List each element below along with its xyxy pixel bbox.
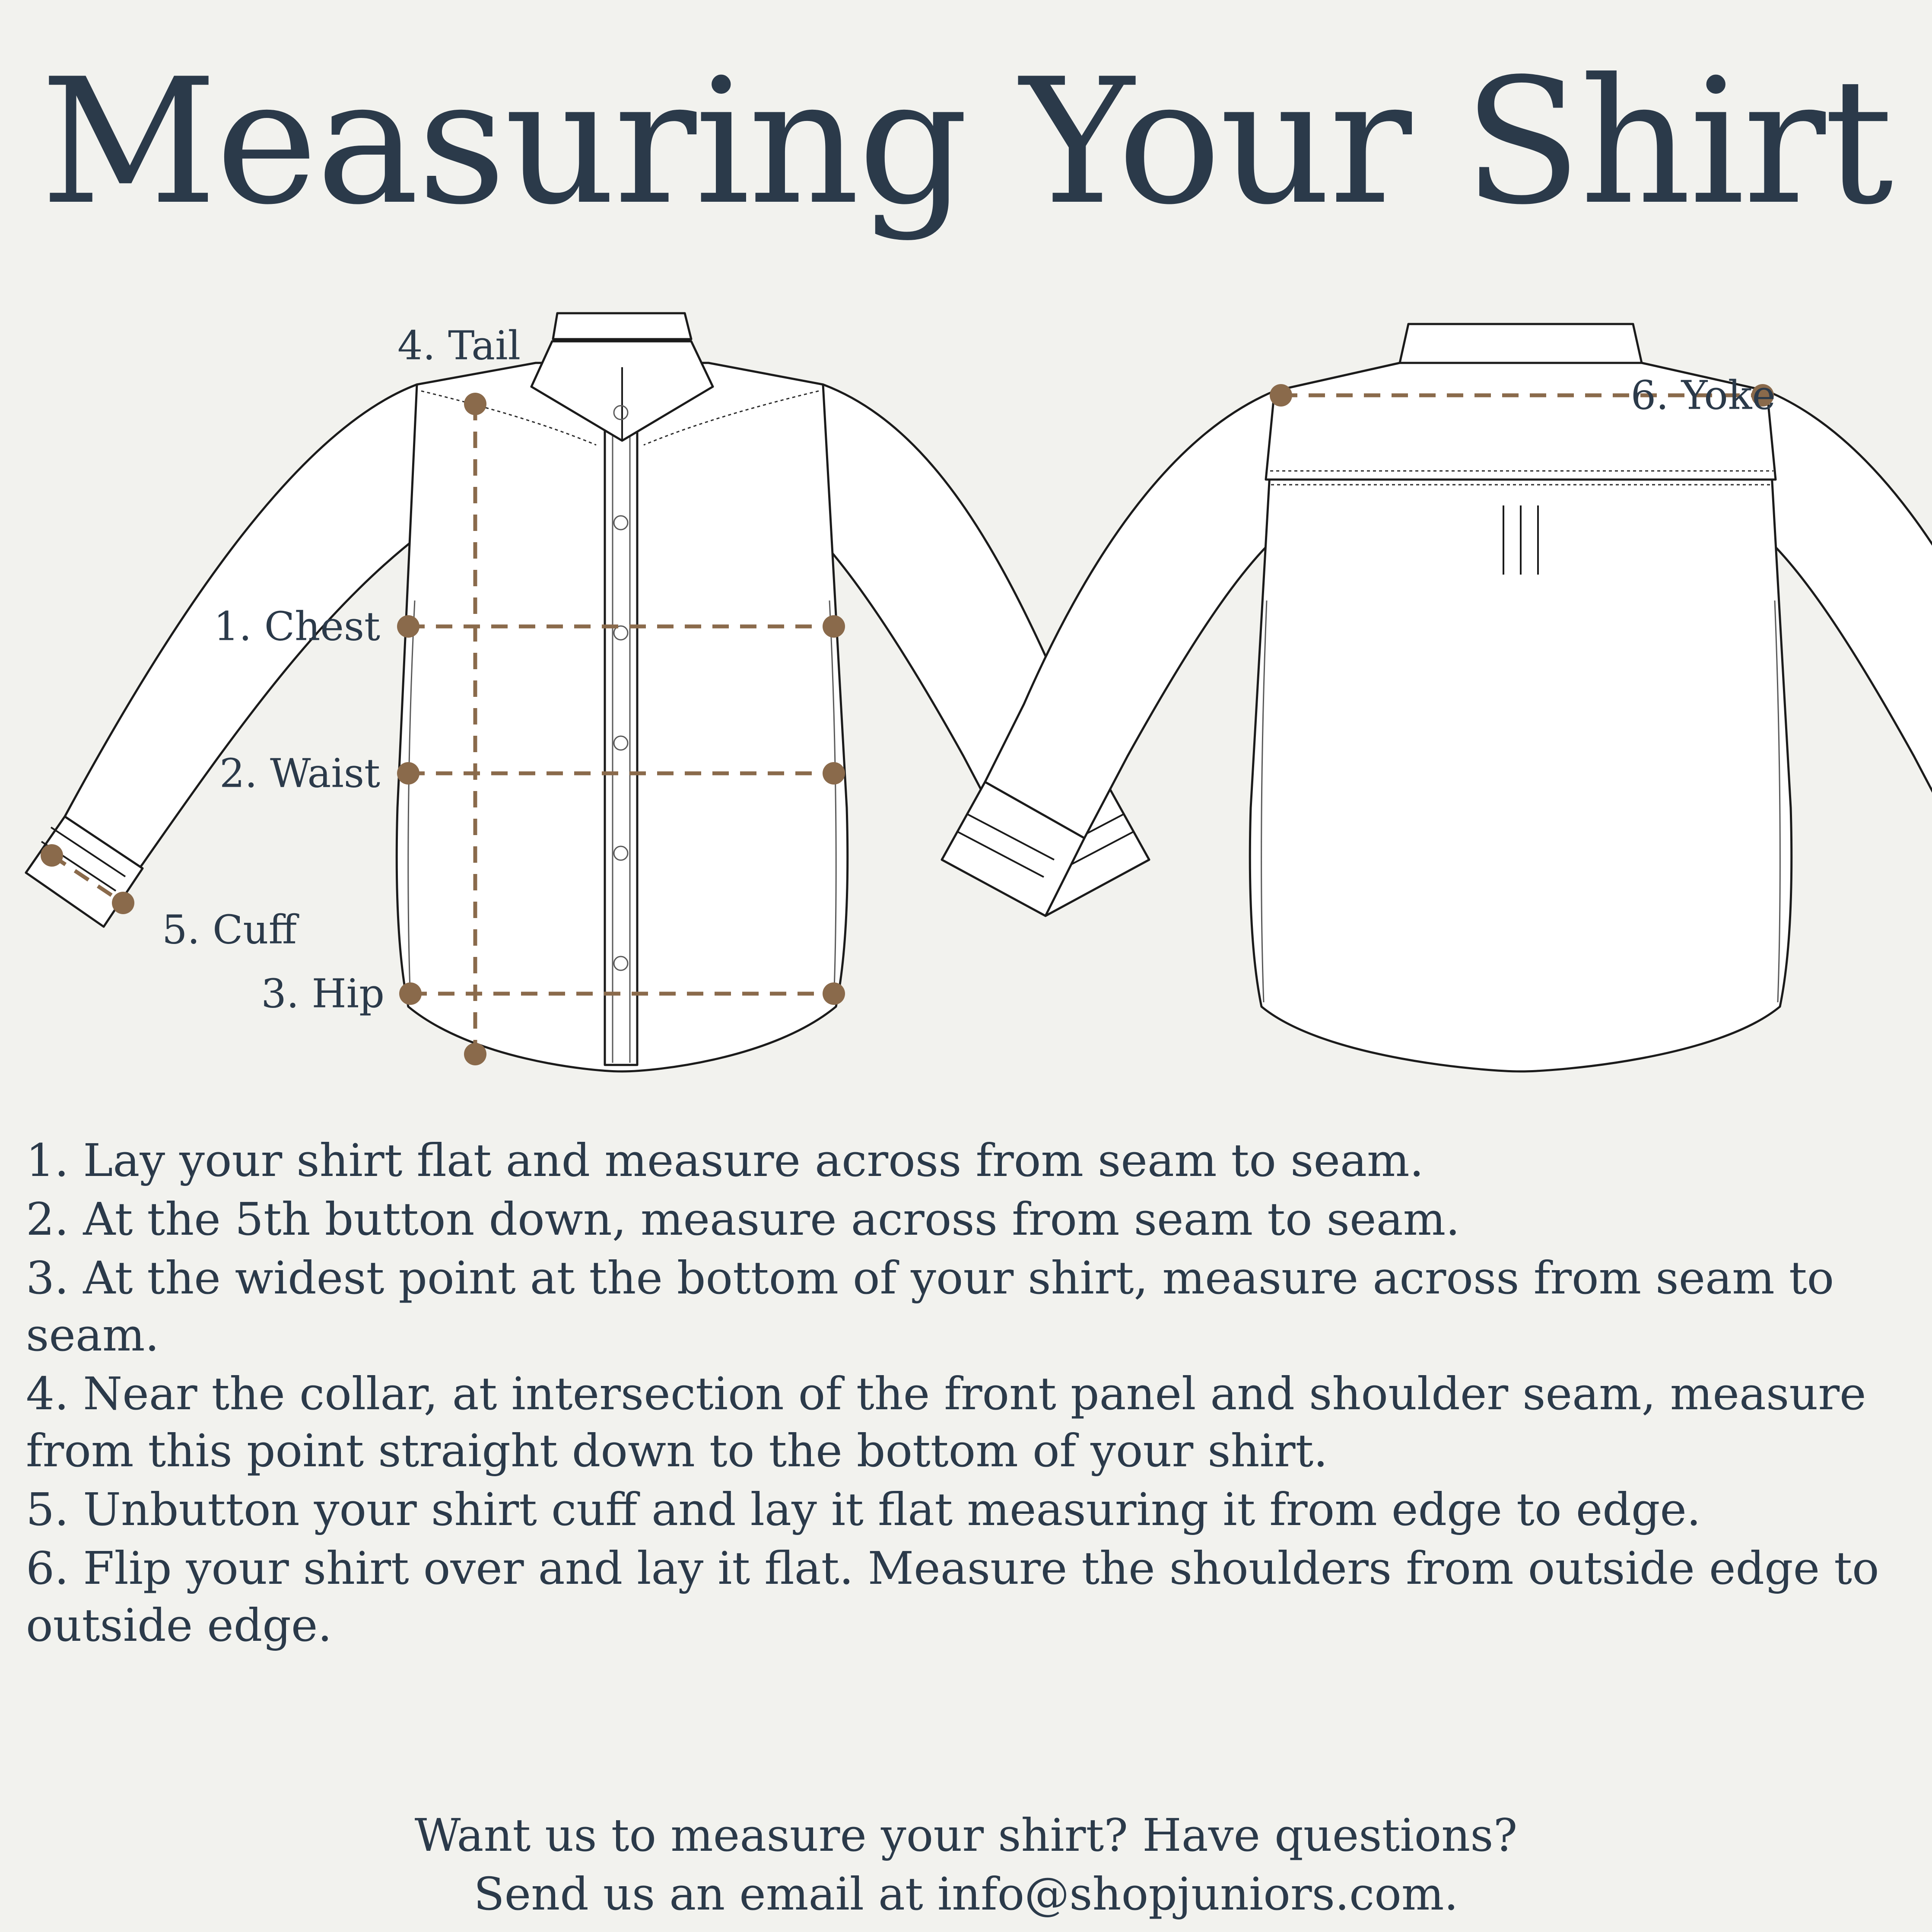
footer-question-line: Want us to measure your shirt? Have questions? [414,1809,1518,1862]
callout-label-chest: 1. Chest [213,603,380,650]
measure-point-cuff-bottom [112,892,134,914]
instruction-item: 4. Near the collar, at intersection of the front panel and shoulder seam, measure from this point straight down to the bottom of your shirt. [26,1367,1866,1477]
measure-point-tail-bottom [464,1043,486,1065]
instruction-item: 5. Unbutton your shirt cuff and lay it flat measuring it from edge to edge. [26,1483,1701,1536]
callout-label-tail: 4. Tail [397,322,521,369]
measure-point-waist-right [823,762,845,785]
instructions-list [26,1132,1901,1656]
measure-point-hip-left [399,982,422,1005]
measure-point-waist-left [397,762,419,785]
shirt-front-technical-drawing [26,313,1149,1071]
shirt-back-technical-drawing [942,324,1932,1071]
instruction-item: 1. Lay your shirt flat and measure across from seam to seam. [26,1134,1424,1187]
measure-point-tail-top [464,393,486,415]
page-title: Measuring Your Shirt [40,42,1892,243]
measure-point-chest-right [823,615,845,638]
measure-point-hip-right [823,982,845,1005]
measure-point-cuff-top [41,844,63,867]
measurement-diagram [0,298,1932,1110]
footer-email-line: Send us an email at info@shopjuniors.com. [473,1868,1459,1920]
callout-label-yoke: 6. Yoke [1630,372,1776,419]
callout-label-cuff: 5. Cuff [162,906,297,953]
callout-label-waist: 2. Waist [219,750,380,797]
callout-label-hip: 3. Hip [261,970,384,1017]
measure-point-chest-left [397,615,419,638]
instruction-item: 2. At the 5th button down, measure across from seam to seam. [26,1193,1460,1246]
footer-contact [0,1806,1932,1923]
instruction-item: 3. At the widest point at the bottom of your shirt, measure across from seam to seam. [26,1252,1834,1361]
measure-point-yoke-left [1270,384,1292,407]
instruction-item: 6. Flip your shirt over and lay it flat. Measure the shoulders from outside edge to outside edge. [26,1542,1879,1652]
